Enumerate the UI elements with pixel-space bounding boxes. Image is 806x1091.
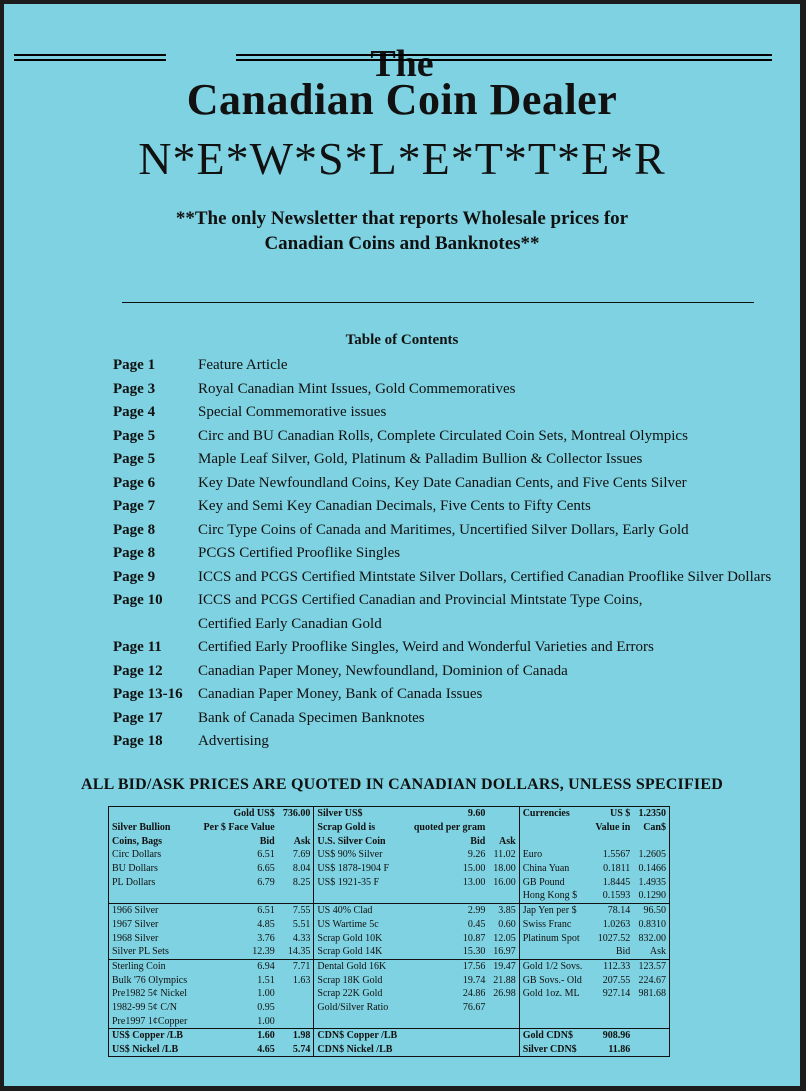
toc-item [113,730,793,754]
toc-page: Page 7 [113,498,156,515]
price-cell: 15.30 [462,946,486,958]
newsletter-cover [4,4,800,1086]
toc-description: ICCS and PCGS Certified Canadian and Provincial Mintstate Type Coins, [198,592,643,609]
price-cell: 1.63 [292,974,311,986]
toc-item [113,566,793,590]
price-cell: 76.67 [462,1001,486,1013]
toc-description: Special Commemorative issues [198,404,387,421]
price-cell: PL Dollars [112,876,156,888]
price-cell: 5.74 [292,1044,311,1056]
price-cell: US$ 1921-35 F [314,875,406,889]
toc-description: Certified Early Canadian Gold [198,615,382,632]
price-cell: 908.96 [590,1029,634,1043]
price-cell [278,987,314,1001]
price-cell: 2.99 [406,903,489,917]
toc-page: Page 13-16 [113,686,183,703]
price-cell: 1968 Silver [112,932,159,944]
toc-item [113,683,793,707]
toc-item [113,542,793,566]
price-cell [633,1001,669,1015]
price-cell: Ask [293,835,311,847]
price-cell: 78.14 [590,903,634,917]
price-cell: 0.1811 [603,863,631,875]
price-row [109,1043,669,1057]
price-cell: Gold 1oz. ML [519,987,590,1001]
price-cell: Bid [615,946,631,958]
toc-description: Circ and BU Canadian Rolls, Complete Circulated Coin Sets, Montreal Olympics [198,427,688,444]
price-cell: 981.68 [638,988,666,1000]
toc-page: Page 5 [113,427,156,444]
price-cell: 1.0263 [602,918,631,930]
price-row [109,834,669,848]
price-cell: 6.79 [257,876,275,888]
toc-item [113,425,793,449]
price-cell: Scrap 18K Gold [314,973,406,987]
price-cell: Circ Dollars [112,849,162,861]
price-cell: Scrap Gold 14K [314,945,406,959]
price-cell: 13.00 [462,876,486,888]
masthead-title: Canadian Coin Dealer [186,75,618,124]
price-row [109,821,669,835]
toc-description: Canadian Paper Money, Bank of Canada Issues [198,686,483,703]
toc-page: Page 8 [113,521,156,538]
tagline [4,206,800,256]
price-cell: Scrap 22K Gold [314,987,406,1001]
price-cell: 6.65 [257,863,275,875]
tagline-line2: Canadian Coins and Banknotes** [264,233,540,254]
price-cell: 4.65 [257,1044,275,1056]
price-cell: 1.98 [278,1029,314,1043]
price-cell: Gold 1/2 Sovs. [519,959,590,973]
price-cell: 11.86 [608,1044,631,1056]
price-cell: Coins, Bags [112,835,163,847]
price-row [109,931,669,945]
toc-page: Page 4 [113,404,156,421]
price-cell: 16.97 [493,946,516,958]
price-cell: 7.69 [292,849,311,861]
price-cell: 21.88 [493,974,516,986]
price-cell: 1.00 [257,988,275,1000]
price-cell: 15.00 [462,863,486,875]
price-cell: Scrap Gold is [314,821,406,835]
price-cell: 1966 Silver [109,903,196,917]
price-cell: 736.00 [282,808,311,820]
price-cell: Silver CDN$ [519,1043,590,1057]
toc-description: Certified Early Prooflike Singles, Weird and Wonderful Varieties and Errors [198,639,654,656]
price-cell [406,889,489,903]
price-row [109,1001,669,1015]
price-cell [519,1001,590,1015]
price-cell: Bid [259,835,275,847]
price-cell: Ask [499,835,516,847]
price-cell [633,1029,669,1043]
price-cell: US$ Copper /LB [109,1029,196,1043]
price-cell: Platinum Spot [519,931,590,945]
toc-description: Feature Article [198,357,288,374]
table-of-contents [113,354,793,754]
toc-item [113,636,793,660]
price-cell: 6.51 [196,903,278,917]
toc-item [113,354,793,378]
toc-description: Royal Canadian Mint Issues, Gold Commemoratives [198,380,516,397]
price-cell: US$ Nickel /LB [112,1044,179,1056]
price-cell [519,945,590,959]
price-cell: Pre1997 1¢Copper [112,1015,188,1027]
toc-description: Circ Type Coins of Canada and Maritimes, Uncertified Silver Dollars, Early Gold [198,521,689,538]
price-cell: Value in [595,822,631,834]
price-cell: Sterling Coin [109,959,196,973]
price-cell: 16.00 [493,876,516,888]
price-row [109,1014,669,1028]
price-cell [109,889,196,903]
price-row [109,889,669,903]
price-cell: US Wartime 5c [314,918,406,932]
price-cell: 3.85 [488,903,519,917]
price-cell [406,1014,489,1028]
toc-page: Page 6 [113,474,156,491]
toc-page: Page 9 [113,568,156,585]
price-cell: 7.71 [278,959,314,973]
price-cell: 1.5567 [602,849,631,861]
price-cell: 1.2350 [638,808,666,820]
price-cell: 1967 Silver [112,918,159,930]
price-cell [519,1014,590,1028]
price-row [109,959,669,973]
price-cell: 0.95 [257,1001,275,1013]
price-cell [278,1014,314,1028]
price-cell [109,807,196,821]
price-cell: 5.51 [292,918,311,930]
toc-description: Canadian Paper Money, Newfoundland, Dominion of Canada [198,662,568,679]
price-cell: Silver US$ [314,807,406,821]
tagline-line1: **The only Newsletter that reports Wholesale prices for [175,208,629,229]
price-row [109,807,669,821]
toc-item [113,448,793,472]
toc-page: Page 1 [113,357,156,374]
rule-right [236,54,772,61]
price-row [109,973,669,987]
price-cell: Gold CDN$ [519,1029,590,1043]
price-cell [488,1014,519,1028]
price-cell: Bulk '76 Olympics [112,974,188,986]
divider [122,302,754,303]
price-cell: 6.94 [196,959,278,973]
price-cell [488,1029,519,1043]
price-cell: 0.1593 [602,890,631,902]
price-cell: Scrap Gold 10K [314,931,406,945]
price-cell [633,1043,669,1057]
price-table [108,806,670,1057]
price-cell: 12.39 [252,946,275,958]
price-cell: 0.45 [467,918,486,930]
price-row [109,918,669,932]
price-cell [488,807,519,821]
price-cell: 1027.52 [597,932,631,944]
price-cell: U.S. Silver Coin [314,834,406,848]
price-cell: 3.76 [257,932,275,944]
toc-description: Key Date Newfoundland Coins, Key Date Canadian Cents, and Five Cents Silver [198,474,687,491]
toc-page: Page 10 [113,592,163,609]
toc-description: ICCS and PCGS Certified Mintstate Silver Dollars, Certified Canadian Prooflike Silver Dollars [198,568,772,585]
toc-description: PCGS Certified Prooflike Singles [198,545,401,562]
price-cell [278,821,314,835]
price-cell: 4.33 [292,932,311,944]
toc-page: Page 18 [113,733,163,750]
price-cell: 19.47 [488,959,519,973]
price-cell: US $ [609,808,631,820]
toc-item [113,660,793,684]
price-cell: 26.98 [493,988,516,1000]
price-row [109,1029,669,1043]
price-cell [488,1001,519,1015]
price-row [109,945,669,959]
toc-description: Bank of Canada Specimen Banknotes [198,709,425,726]
price-cell: 1.60 [196,1029,278,1043]
price-cell: 1.4935 [638,876,666,888]
price-cell: 832.00 [638,932,666,944]
price-cell: 0.60 [498,918,516,930]
price-cell: 8.04 [292,863,311,875]
price-cell: Hong Kong $ [519,889,590,903]
price-cell: 17.56 [406,959,489,973]
price-row [109,987,669,1001]
price-cell: 1.00 [257,1015,275,1027]
price-cell: 19.74 [462,974,486,986]
price-cell: quoted per gram [413,822,486,834]
price-cell [633,1014,669,1028]
price-cell: 224.67 [638,974,666,986]
price-cell: Euro [519,848,590,862]
price-cell: Silver Bullion [112,822,171,834]
price-cell [314,1014,406,1028]
price-cell: 11.02 [493,849,516,861]
toc-item [113,472,793,496]
price-cell: Ask [649,946,666,958]
masthead-the: The [370,43,434,85]
toc-item [113,613,793,637]
price-cell: 24.86 [462,988,486,1000]
masthead-newsletter: N*E*W*S*L*E*T*T*E*R [138,133,666,184]
price-cell: 123.57 [633,959,669,973]
price-cell: 9.26 [467,849,486,861]
price-cell [278,889,314,903]
toc-page: Page 11 [113,639,162,656]
price-row [109,848,669,862]
price-banner: ALL BID/ASK PRICES ARE QUOTED IN CANADIAN DOLLARS, UNLESS SPECIFIED [81,776,723,793]
price-cell: GB Pound [519,875,590,889]
toc-title: Table of Contents [345,332,459,348]
toc-item [113,378,793,402]
price-cell [406,1029,489,1043]
price-cell: 1.51 [257,974,275,986]
price-cell [196,889,278,903]
toc-description: Key and Semi Key Canadian Decimals, Five Cents to Fifty Cents [198,498,591,515]
price-cell: 96.50 [633,903,669,917]
price-cell [488,1043,519,1057]
price-cell: 7.55 [278,903,314,917]
price-cell: 0.1290 [638,890,666,902]
price-cell: US$ 90% Silver [314,848,406,862]
price-cell: Bid [470,835,486,847]
toc-item [113,519,793,543]
toc-page: Page 8 [113,545,156,562]
toc-description: Advertising [198,733,269,750]
price-cell: Gold US$ [233,808,275,820]
toc-page: Page 12 [113,662,163,679]
toc-description: Maple Leaf Silver, Gold, Platinum & Palladim Bullion & Collector Issues [198,451,643,468]
price-cell: 18.00 [493,863,516,875]
price-cell: Gold/Silver Ratio [314,1001,406,1015]
price-cell: 927.14 [602,988,631,1000]
toc-item [113,495,793,519]
price-cell: Silver PL Sets [112,946,169,958]
price-cell: Jap Yen per $ [519,903,590,917]
price-cell: CDN$ Copper /LB [314,1029,406,1043]
price-cell [314,889,406,903]
price-cell: Can$ [643,822,666,834]
price-cell: Pre1982 5¢ Nickel [112,988,187,1000]
price-cell: 0.8310 [638,918,666,930]
toc-page: Page 17 [113,709,163,726]
price-cell: 6.51 [257,849,275,861]
price-cell: US$ 1878-1904 F [314,862,406,876]
price-cell [590,1001,634,1015]
price-cell [406,1043,489,1057]
toc-page: Page 5 [113,451,156,468]
price-cell: 8.25 [292,876,311,888]
price-cell: Swiss Franc [519,918,590,932]
price-cell: BU Dollars [112,863,158,875]
price-cell: 1.8445 [602,876,631,888]
price-cell [590,1014,634,1028]
price-cell [519,834,590,848]
price-cell [488,889,519,903]
price-cell [590,834,634,848]
price-cell: Dental Gold 16K [314,959,406,973]
price-row [109,862,669,876]
price-cell: 14.35 [287,946,311,958]
price-cell: 9.60 [467,808,486,820]
price-cell: 0.1466 [638,863,666,875]
price-cell: China Yuan [519,862,590,876]
price-cell [488,821,519,835]
price-cell: Per $ Face Value [203,822,275,834]
price-cell: 10.87 [462,932,486,944]
price-cell: 4.85 [257,918,275,930]
price-cell: 1982-99 5¢ C/N [112,1001,177,1013]
price-cell: 1.2605 [638,849,666,861]
price-cell: Currencies [519,807,590,821]
price-cell [519,821,590,835]
price-cell [633,834,669,848]
price-cell: 12.05 [493,932,516,944]
price-cell: US 40% Clad [314,903,406,917]
toc-page: Page 3 [113,380,156,397]
price-cell: 112.33 [590,959,634,973]
price-row [109,903,669,917]
price-cell: CDN$ Nickel /LB [314,1043,406,1057]
toc-item [113,707,793,731]
price-cell: GB Sovs.- Old [519,973,590,987]
price-cell [278,1001,314,1015]
price-row [109,875,669,889]
toc-item [113,401,793,425]
price-cell: 207.55 [602,974,631,986]
toc-item [113,589,793,613]
